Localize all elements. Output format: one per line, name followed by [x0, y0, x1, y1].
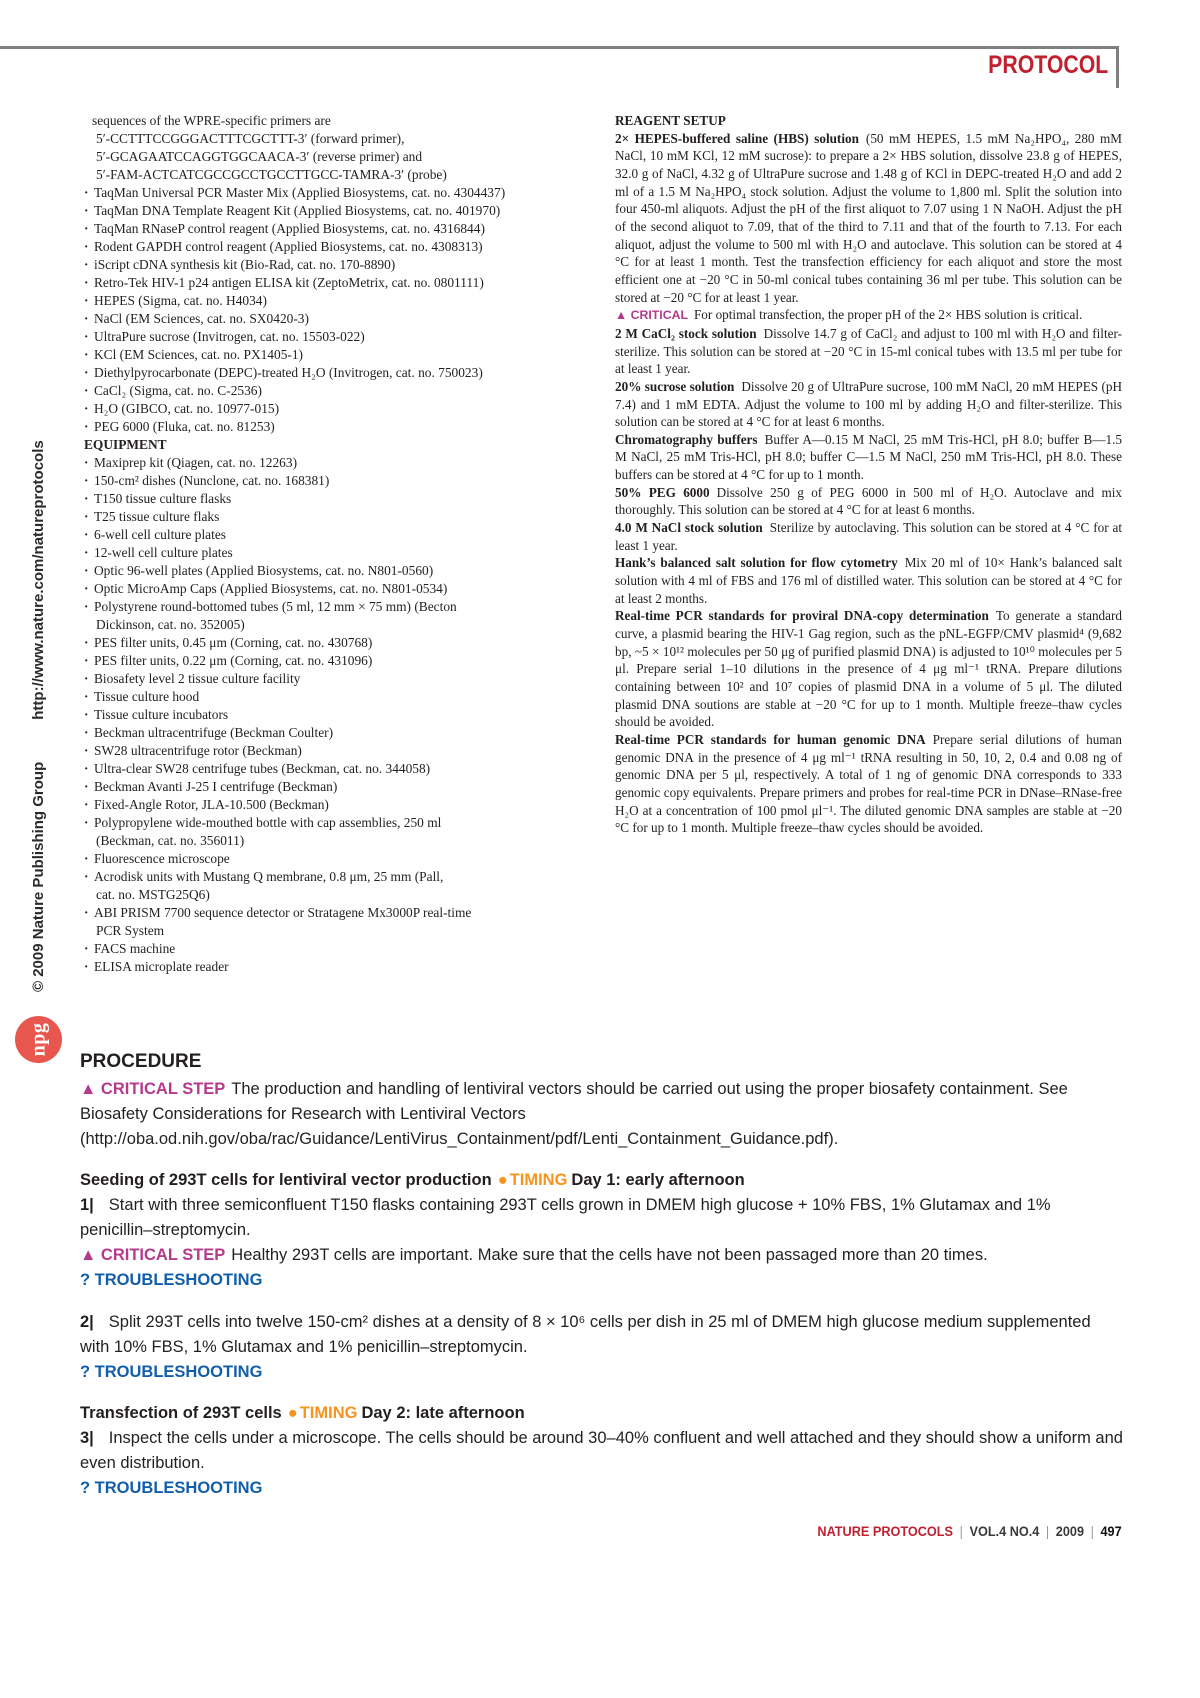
- procedure-subsection: [80, 1401, 1124, 1501]
- primer-line: 5′-FAM-ACTCATCGCCGCCTGCCTTGCC-TAMRA-3′ (probe): [96, 167, 447, 182]
- section-title-text: Transfection of 293T cells: [80, 1404, 282, 1422]
- procedure-intro: [80, 1077, 1124, 1152]
- setup-label: 50% PEG 6000: [615, 484, 710, 500]
- list-item: · KCl (EM Sciences, cat. no. PX1405-1): [84, 346, 566, 364]
- setup-text: (50 mM HEPES, 1.5 mM Na₂HPO₄, 280 mM NaCl, 10 mM KCl, 12 mM sucrose): to prepare a 2× HBS solution, dissolve 23.8 g of HEPES, 32.0 g of NaCl, 4.32 g of UltraPure sucrose and 1.48 g of KCl in DEPC-treated H₂O and add 2 ml of a 1.5 M Na₂HPO₄ stock solution. Adjust the volume to 1,800 ml. Split the solution into four 450-ml aliquots. Adjust the pH of the first aliquot to 7.07 using 1 N NaOH. Adjust the pH of the second aliquot to 7.09, that of the third to 7.11 and that of the fourth to 7.13. For each aliquot, adjust the volume to 500 ml with H₂O and autoclave. This solution can be stored at 4 °C for at least 1 month. Test the transfection efficiency for each aliquot and store the most efficient one at −20 °C in 50-ml conical tubes containing 36 ml per tube. This solution can be stored at −20 °C for at least 1 year.: [615, 130, 1122, 305]
- troubleshooting-link: ? TROUBLESHOOTING: [80, 1271, 263, 1289]
- npg-logo: [15, 1016, 62, 1063]
- footer-separator: |: [1046, 1524, 1050, 1539]
- troubleshooting-link: ? TROUBLESHOOTING: [80, 1479, 263, 1497]
- procedure-step: [80, 1310, 1124, 1385]
- setup-label: 4.0 M NaCl stock solution: [615, 520, 763, 536]
- list-item: · PES filter units, 0.45 μm (Corning, cat. no. 430768): [84, 634, 566, 652]
- setup-label: Chromatography buffers: [615, 431, 758, 447]
- list-item: · Polystyrene round-bottomed tubes (5 ml, 12 mm × 75 mm) (Becton: [84, 598, 566, 616]
- step-number: 3|: [80, 1429, 94, 1447]
- setup-text: To generate a standard curve, a plasmid bearing the HIV-1 Gag region, such as the pNL-EGFP/CMV plasmid⁴ (9,682 bp, ~5 × 10¹² molecules per 50 μg of purified plasmid DNA) is adjusted to 10¹⁰ molecules per 5 μl. Prepare serial 1–10 dilutions in the presence of 4 μg ml⁻¹ tRNA. Prepare dilutions containing between 10² and 10⁷ copies of plasmid DNA in a volume of 5 μl. The diluted plasmid DNA soutions are stable at −20 °C for up to 1 month. Multiple freeze–thaw cycles should be avoided.: [615, 608, 1122, 730]
- list-item: · Polypropylene wide-mouthed bottle with cap assemblies, 250 ml: [84, 814, 566, 832]
- timing-bullet-icon: ●: [287, 1404, 298, 1422]
- list-item: · Beckman ultracentrifuge (Beckman Coulter): [84, 724, 566, 742]
- list-item: (Beckman, cat. no. 356011): [96, 833, 245, 848]
- primer-line: 5′-GCAGAATCCAGGTGGCAACA-3′ (reverse primer) and: [96, 149, 423, 164]
- setup-text: For optimal transfection, the proper pH of the 2× HBS solution is critical.: [693, 307, 1083, 323]
- setup-paragraph: [615, 325, 1122, 378]
- timing-bullet-icon: ●: [497, 1171, 508, 1189]
- copyright-text: © 2009 Nature Publishing Group: [30, 761, 47, 992]
- list-item: · Tissue culture incubators: [84, 706, 566, 724]
- setup-label: 2 M CaCl₂ stock solution: [615, 325, 757, 341]
- critical-marker: ▲ CRITICAL: [615, 308, 688, 323]
- setup-paragraph: [615, 484, 1122, 519]
- list-item: · UltraPure sucrose (Invitrogen, cat. no. 15503-022): [84, 328, 566, 346]
- critical-text: Healthy 293T cells are important. Make sure that the cells have not been passaged more than 20 times.: [231, 1246, 988, 1264]
- setup-text: Dissolve 250 g of PEG 6000 in 500 ml of H₂O. Autoclave and mix thoroughly. This solution can be stored at 4 °C for at least 6 months.: [615, 484, 1123, 518]
- procedure-subsection: [80, 1168, 1124, 1385]
- step-text: Inspect the cells under a microscope. The cells should be around 30–40% confluent and well attached and they should show a uniform and even distribution.: [80, 1429, 1123, 1472]
- journal-url: http://www.nature.com/natureprotocols: [30, 440, 47, 720]
- setup-paragraph: [615, 130, 1122, 307]
- footer-journal: NATURE PROTOCOLS: [817, 1524, 954, 1539]
- list-item: · PEG 6000 (Fluka, cat. no. 81253): [84, 418, 566, 436]
- setup-text: Prepare serial dilutions of human genomic DNA in the presence of 4 μg ml⁻¹ tRNA resulting in 50, 10, 2, 0.4 and 0.08 ng of genomic DNA per 5 μl, respectively. A total of 1 ng of genomic DNA corresponds to 333 genomic copy equivalents. Prepare primers and probes for real-time PCR in DNase–RNase-free H₂O at a concentration of 100 pmol μl⁻¹. The diluted genomic DNA samples are stable at −20 °C for up to 1 month. Multiple freeze–thaw cycles should be avoided.: [615, 731, 1123, 836]
- header-tick: [1116, 46, 1119, 88]
- list-item: · TaqMan DNA Template Reagent Kit (Applied Biosystems, cat. no. 401970): [84, 202, 566, 220]
- page-kicker: PROTOCOL: [987, 51, 1108, 79]
- list-item: · Retro-Tek HIV-1 p24 antigen ELISA kit (ZeptoMetrix, cat. no. 0801111): [84, 274, 566, 292]
- timing-text: Day 2: late afternoon: [361, 1404, 525, 1422]
- list-item: · iScript cDNA synthesis kit (Bio-Rad, cat. no. 170-8890): [84, 256, 566, 274]
- list-item: · CaCl₂ (Sigma, cat. no. C-2536): [84, 382, 566, 400]
- list-item: · FACS machine: [84, 940, 566, 958]
- list-item: · 12-well cell culture plates: [84, 544, 566, 562]
- setup-paragraph: [615, 607, 1122, 731]
- list-item: · T150 tissue culture flasks: [84, 490, 566, 508]
- setup-label: Real-time PCR standards for human genomic DNA: [615, 731, 926, 747]
- sidebar-vertical-text: [30, 440, 47, 992]
- list-item: · HEPES (Sigma, cat. no. H4034): [84, 292, 566, 310]
- list-item: · Optic MicroAmp Caps (Applied Biosystems, cat. no. N801-0534): [84, 580, 566, 598]
- setup-paragraph: [615, 554, 1122, 607]
- right-column: [615, 112, 1122, 837]
- step-paragraph: [80, 1193, 1124, 1243]
- footer-separator: |: [959, 1524, 964, 1539]
- setup-text: Buffer A—0.15 M NaCl, 25 mM Tris-HCl, pH 8.0; buffer B—1.5 M NaCl, 25 mM Tris-HCl, pH 8.0; buffer C—1.5 M NaCl, 250 mM Tris-HCl, pH 8.0. These buffers can be stored at 4 °C for up to 1 month.: [615, 431, 1122, 483]
- npg-logo-text: npg: [27, 1022, 49, 1057]
- list-item: · Tissue culture hood: [84, 688, 566, 706]
- list-item: · H₂O (GIBCO, cat. no. 10977-015): [84, 400, 566, 418]
- step-number: 1|: [80, 1196, 94, 1214]
- list-item: · Maxiprep kit (Qiagen, cat. no. 12263): [84, 454, 566, 472]
- timing-label: TIMING: [299, 1404, 358, 1422]
- step-text: Split 293T cells into twelve 150-cm² dishes at a density of 8 × 10⁶ cells per dish in 25 ml of DMEM high glucose medium supplemented with 10% FBS, 1% Glutamax and 1% penicillin–streptomycin.: [80, 1313, 1091, 1356]
- list-item: · T25 tissue culture flaks: [84, 508, 566, 526]
- equipment-list: [84, 454, 566, 976]
- procedure-steps: [80, 1168, 1124, 1501]
- step-paragraph: [80, 1310, 1124, 1360]
- section-title: [80, 1168, 1124, 1193]
- step-text: Start with three semiconfluent T150 flasks containing 293T cells grown in DMEM high glucose + 10% FBS, 1% Glutamax and 1% penicillin–streptomycin.: [80, 1196, 1051, 1239]
- step-number: 2|: [80, 1313, 94, 1331]
- setup-label: Real-time PCR standards for proviral DNA-copy determination: [615, 608, 989, 624]
- footer-page-number: 497: [1100, 1524, 1122, 1539]
- critical-note: [615, 306, 1122, 325]
- reagent-list: [84, 184, 566, 436]
- setup-paragraph: [615, 731, 1122, 837]
- list-item: · Optic 96-well plates (Applied Biosystems, cat. no. N801-0560): [84, 562, 566, 580]
- primer-intro: [84, 112, 566, 184]
- list-item: · NaCl (EM Sciences, cat. no. SX0420-3): [84, 310, 566, 328]
- procedure-section: [80, 1048, 1124, 1501]
- procedure-intro-text: The production and handling of lentiviral vectors should be carried out using the proper biosafety containment. See Biosafety Considerations for Research with Lentiviral Vectors (http://oba.od.nih.gov/oba/rac/Guidance/LentiVirus_Containment/pdf/Lenti_Containment_Guidance.pdf).: [80, 1080, 1068, 1148]
- list-item: · 150-cm² dishes (Nunclone, cat. no. 168381): [84, 472, 566, 490]
- section-title: [80, 1401, 1124, 1426]
- list-item: · PES filter units, 0.22 μm (Corning, cat. no. 431096): [84, 652, 566, 670]
- page-footer: [818, 1524, 1122, 1539]
- left-column: [84, 112, 566, 976]
- list-item: · SW28 ultracentrifuge rotor (Beckman): [84, 742, 566, 760]
- critical-step-marker: ▲ CRITICAL STEP: [80, 1080, 226, 1098]
- setup-text: Mix 20 ml of 10× Hank’s balanced salt solution with 4 ml of FBS and 176 ml of distilled water. This solution can be stored at 4 °C for at least 2 months.: [615, 555, 1122, 606]
- list-item: · ABI PRISM 7700 sequence detector or Stratagene Mx3000P real-time: [84, 904, 566, 922]
- critical-step-marker: ▲ CRITICAL STEP: [80, 1246, 226, 1264]
- setup-paragraph: [615, 431, 1122, 484]
- list-item: · TaqMan Universal PCR Master Mix (Applied Biosystems, cat. no. 4304437): [84, 184, 566, 202]
- setup-label: 20% sucrose solution: [615, 378, 735, 394]
- header-rule: [0, 46, 1119, 49]
- list-item: · Fluorescence microscope: [84, 850, 566, 868]
- troubleshooting-link: ? TROUBLESHOOTING: [80, 1363, 263, 1381]
- timing-text: Day 1: early afternoon: [571, 1171, 745, 1189]
- section-title-text: Seeding of 293T cells for lentiviral vector production: [80, 1171, 492, 1189]
- footer-volume: VOL.4 NO.4: [969, 1524, 1040, 1539]
- footer-year: 2009: [1056, 1524, 1085, 1539]
- reagent-setup-blocks: [615, 130, 1122, 837]
- procedure-step: [80, 1193, 1124, 1293]
- list-item: · Rodent GAPDH control reagent (Applied Biosystems, cat. no. 4308313): [84, 238, 566, 256]
- reagent-setup-heading: REAGENT SETUP: [615, 113, 726, 128]
- list-item: · Diethylpyrocarbonate (DEPC)-treated H₂O (Invitrogen, cat. no. 750023): [84, 364, 566, 382]
- setup-paragraph: [615, 378, 1122, 431]
- setup-label: 2× HEPES-buffered saline (HBS) solution: [615, 130, 859, 146]
- list-item: · 6-well cell culture plates: [84, 526, 566, 544]
- list-item: · Acrodisk units with Mustang Q membrane, 0.8 μm, 25 mm (Pall,: [84, 868, 566, 886]
- list-item: Dickinson, cat. no. 352005): [96, 617, 245, 632]
- primer-line: 5′-CCTTTCCGGGACTTTCGCTTT-3′ (forward primer),: [96, 131, 405, 146]
- setup-label: Hank’s balanced salt solution for flow cytometry: [615, 555, 898, 571]
- step-paragraph: [80, 1426, 1124, 1476]
- equipment-heading: EQUIPMENT: [84, 437, 167, 452]
- setup-text: Dissolve 14.7 g of CaCl₂ and adjust to 100 ml with H₂O and filter-sterilize. This solution can be stored at −20 °C in 15-ml conical tubes with 13.5 ml per tube for at least 1 year.: [615, 325, 1122, 377]
- timing-label: TIMING: [509, 1171, 568, 1189]
- footer-separator: |: [1090, 1524, 1095, 1539]
- list-item: cat. no. MSTG25Q6): [96, 887, 210, 902]
- list-item: · TaqMan RNaseP control reagent (Applied Biosystems, cat. no. 4316844): [84, 220, 566, 238]
- setup-text: Sterilize by autoclaving. This solution can be stored at 4 °C for at least 1 year.: [615, 520, 1123, 553]
- list-item: · Beckman Avanti J-25 I centrifuge (Beckman): [84, 778, 566, 796]
- list-item: PCR System: [96, 923, 165, 938]
- setup-paragraph: [615, 519, 1122, 554]
- step-critical-note: [80, 1243, 1124, 1268]
- procedure-heading: PROCEDURE: [80, 1051, 202, 1072]
- list-item: · Ultra-clear SW28 centrifuge tubes (Beckman, cat. no. 344058): [84, 760, 566, 778]
- list-item: · Biosafety level 2 tissue culture facility: [84, 670, 566, 688]
- list-item: · ELISA microplate reader: [84, 958, 566, 976]
- setup-text: Dissolve 20 g of UltraPure sucrose, 100 mM NaCl, 20 mM HEPES (pH 7.4) and 1 mM EDTA. Adjust the volume to 100 ml by adding H₂O and filter-sterilize. This solution can be stored at 4 °C for at least 6 months.: [615, 378, 1122, 430]
- primer-line: sequences of the WPRE-specific primers are: [92, 113, 331, 128]
- list-item: · Fixed-Angle Rotor, JLA-10.500 (Beckman): [84, 796, 566, 814]
- procedure-step: [80, 1426, 1124, 1501]
